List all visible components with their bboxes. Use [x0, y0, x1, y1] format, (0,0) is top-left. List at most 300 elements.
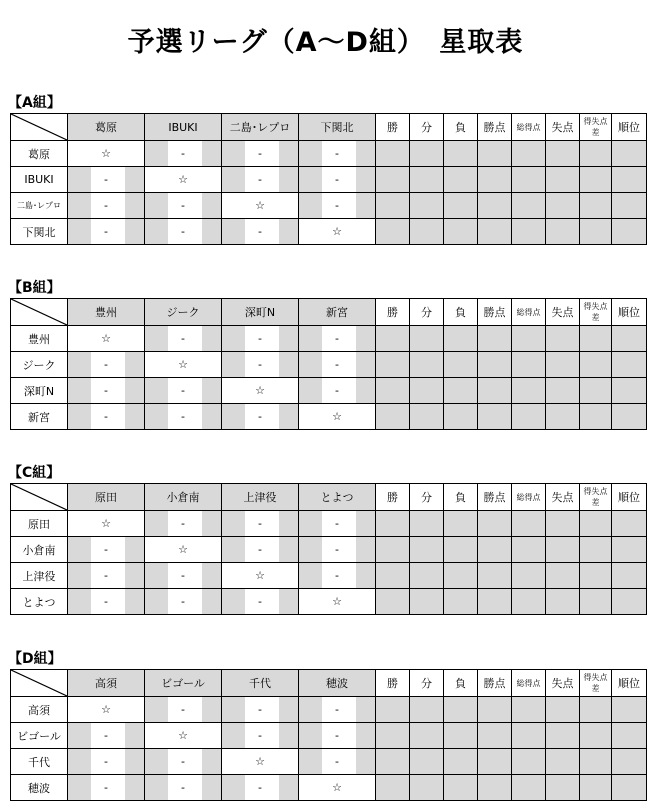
match-score-cell — [222, 511, 299, 537]
stat-cell — [512, 378, 546, 404]
diagonal-corner — [11, 299, 68, 326]
row-team-name: 穂波 — [11, 775, 68, 801]
stat-cell — [512, 193, 546, 219]
stat-header: 得失点差 — [580, 299, 612, 326]
stat-cell — [512, 219, 546, 245]
score-box-home — [68, 589, 91, 614]
score-separator: - — [104, 410, 108, 423]
group-label: 【C組】 — [8, 465, 61, 481]
stat-cell — [546, 775, 580, 801]
stat-cell — [580, 511, 612, 537]
score-box-away — [279, 141, 298, 166]
stat-cell — [612, 141, 647, 167]
stat-cell — [612, 563, 647, 589]
score-box-home — [145, 749, 168, 774]
stat-cell — [376, 193, 410, 219]
match-score-cell — [68, 775, 145, 801]
score-box-away — [125, 563, 144, 588]
score-separator: - — [258, 147, 262, 160]
score-box-away — [356, 537, 375, 562]
score-box-away — [125, 589, 144, 614]
stat-cell — [410, 167, 444, 193]
self-match-star: ☆ — [145, 723, 222, 749]
stat-cell — [410, 537, 444, 563]
stat-cell — [410, 511, 444, 537]
score-separator: - — [181, 199, 185, 212]
stat-cell — [612, 352, 647, 378]
score-separator: - — [335, 755, 339, 768]
score-box-away — [125, 404, 144, 429]
score-box-home — [299, 378, 322, 403]
stat-cell — [512, 537, 546, 563]
score-separator: - — [181, 755, 185, 768]
stat-cell — [546, 563, 580, 589]
stat-header: 失点 — [546, 670, 580, 697]
stat-cell — [546, 749, 580, 775]
stat-cell — [580, 219, 612, 245]
table-row — [11, 511, 647, 537]
score-separator: - — [258, 595, 262, 608]
group-label: 【D組】 — [8, 651, 62, 667]
score-box-home — [299, 563, 322, 588]
score-box-away — [202, 219, 221, 244]
score-separator: - — [335, 729, 339, 742]
self-match-star: ☆ — [68, 141, 145, 167]
column-team-header: 千代 — [222, 670, 299, 697]
self-match-star: ☆ — [68, 697, 145, 723]
stat-cell — [478, 378, 512, 404]
score-box-away — [279, 404, 298, 429]
score-box-away — [202, 589, 221, 614]
column-team-header: ビゴール — [145, 670, 222, 697]
stat-header: 負 — [444, 670, 478, 697]
stat-cell — [512, 167, 546, 193]
stat-header: 総得点 — [512, 299, 546, 326]
score-separator: - — [258, 729, 262, 742]
score-separator: - — [335, 358, 339, 371]
stat-cell — [612, 193, 647, 219]
stat-cell — [478, 511, 512, 537]
stat-cell — [410, 378, 444, 404]
stat-header: 勝 — [376, 299, 410, 326]
stat-cell — [612, 511, 647, 537]
match-score-cell — [299, 749, 376, 775]
stat-cell — [478, 404, 512, 430]
match-score-cell — [222, 723, 299, 749]
self-match-star: ☆ — [145, 167, 222, 193]
score-box-home — [222, 352, 245, 377]
score-separator: - — [335, 332, 339, 345]
score-box-away — [125, 352, 144, 377]
match-score-cell — [145, 219, 222, 245]
score-separator: - — [181, 517, 185, 530]
score-box-home — [222, 511, 245, 536]
column-team-header: 葛原 — [68, 114, 145, 141]
score-box-away — [356, 352, 375, 377]
stat-header: 勝点 — [478, 484, 512, 511]
stat-cell — [478, 219, 512, 245]
score-box-home — [145, 193, 168, 218]
table-row — [11, 589, 647, 615]
row-team-name: 葛原 — [11, 141, 68, 167]
match-score-cell — [145, 589, 222, 615]
match-score-cell — [68, 378, 145, 404]
score-separator: - — [104, 384, 108, 397]
stat-cell — [580, 537, 612, 563]
stat-cell — [580, 193, 612, 219]
stat-cell — [512, 697, 546, 723]
score-box-home — [68, 378, 91, 403]
stat-header: 負 — [444, 114, 478, 141]
match-score-cell — [68, 723, 145, 749]
match-score-cell — [299, 326, 376, 352]
row-team-name: 上津役 — [11, 563, 68, 589]
stat-header: 順位 — [612, 484, 647, 511]
score-separator: - — [335, 384, 339, 397]
column-team-header: 原田 — [68, 484, 145, 511]
score-box-away — [125, 723, 144, 748]
stat-header: 失点 — [546, 114, 580, 141]
stat-cell — [410, 193, 444, 219]
score-box-home — [299, 193, 322, 218]
header-row — [11, 114, 647, 141]
stat-header: 勝 — [376, 484, 410, 511]
self-match-star: ☆ — [145, 537, 222, 563]
score-box-away — [356, 141, 375, 166]
stat-cell — [546, 589, 580, 615]
score-box-home — [68, 167, 91, 192]
score-separator: - — [104, 225, 108, 238]
score-separator: - — [335, 199, 339, 212]
stat-cell — [512, 775, 546, 801]
stat-cell — [444, 404, 478, 430]
score-box-away — [202, 404, 221, 429]
stat-cell — [376, 167, 410, 193]
stat-header: 勝点 — [478, 670, 512, 697]
match-score-cell — [145, 775, 222, 801]
stat-header: 総得点 — [512, 114, 546, 141]
match-score-cell — [68, 563, 145, 589]
stat-header: 失点 — [546, 299, 580, 326]
score-box-home — [222, 404, 245, 429]
match-score-cell — [68, 404, 145, 430]
score-separator: - — [335, 517, 339, 530]
group-label: 【B組】 — [8, 280, 61, 296]
match-score-cell — [68, 219, 145, 245]
stat-cell — [410, 589, 444, 615]
stat-cell — [444, 167, 478, 193]
stat-cell — [376, 141, 410, 167]
stat-cell — [478, 193, 512, 219]
stat-cell — [546, 537, 580, 563]
match-score-cell — [222, 537, 299, 563]
match-score-cell — [222, 352, 299, 378]
score-box-away — [279, 511, 298, 536]
score-separator: - — [181, 703, 185, 716]
match-score-cell — [145, 563, 222, 589]
score-box-home — [222, 167, 245, 192]
score-box-away — [356, 326, 375, 351]
column-team-header: 深町N — [222, 299, 299, 326]
score-box-home — [68, 563, 91, 588]
score-box-away — [202, 563, 221, 588]
table-row — [11, 219, 647, 245]
table-row — [11, 141, 647, 167]
stat-cell — [444, 749, 478, 775]
score-separator: - — [181, 569, 185, 582]
stat-cell — [444, 326, 478, 352]
stat-cell — [410, 352, 444, 378]
score-box-home — [222, 723, 245, 748]
table-row — [11, 537, 647, 563]
match-score-cell — [222, 167, 299, 193]
column-team-header: ジーク — [145, 299, 222, 326]
stat-cell — [546, 697, 580, 723]
score-box-away — [279, 352, 298, 377]
stat-cell — [546, 141, 580, 167]
score-box-home — [68, 404, 91, 429]
stat-cell — [376, 352, 410, 378]
score-box-home — [299, 537, 322, 562]
group-label: 【A組】 — [8, 95, 61, 111]
match-score-cell — [145, 193, 222, 219]
match-score-cell — [299, 167, 376, 193]
stat-cell — [546, 167, 580, 193]
stat-cell — [512, 749, 546, 775]
stat-header: 勝点 — [478, 114, 512, 141]
row-team-name: 原田 — [11, 511, 68, 537]
self-match-star: ☆ — [299, 589, 376, 615]
stat-cell — [444, 589, 478, 615]
stat-cell — [444, 193, 478, 219]
stat-cell — [444, 352, 478, 378]
stat-cell — [580, 563, 612, 589]
stat-cell — [612, 537, 647, 563]
stat-cell — [546, 511, 580, 537]
match-score-cell — [299, 537, 376, 563]
score-separator: - — [181, 410, 185, 423]
score-separator: - — [258, 517, 262, 530]
table-row — [11, 404, 647, 430]
stat-header: 順位 — [612, 670, 647, 697]
match-score-cell — [145, 141, 222, 167]
match-score-cell — [299, 723, 376, 749]
stat-cell — [512, 352, 546, 378]
stat-cell — [512, 563, 546, 589]
page-title: 予選リーグ（A～D組） 星取表 — [127, 27, 524, 58]
score-box-away — [279, 219, 298, 244]
stat-header: 勝 — [376, 114, 410, 141]
match-score-cell — [222, 219, 299, 245]
header-row — [11, 299, 647, 326]
score-box-home — [222, 141, 245, 166]
self-match-star: ☆ — [222, 749, 299, 775]
score-box-away — [125, 167, 144, 192]
row-team-name: とよつ — [11, 589, 68, 615]
stat-cell — [410, 219, 444, 245]
match-score-cell — [68, 352, 145, 378]
table-row — [11, 193, 647, 219]
table-row — [11, 326, 647, 352]
stat-header: 勝 — [376, 670, 410, 697]
score-box-home — [145, 219, 168, 244]
self-match-star: ☆ — [68, 326, 145, 352]
stat-cell — [478, 589, 512, 615]
score-separator: - — [104, 543, 108, 556]
column-team-header: 下関北 — [299, 114, 376, 141]
stat-cell — [478, 141, 512, 167]
row-team-name: 豊州 — [11, 326, 68, 352]
diagonal-corner — [11, 484, 68, 511]
header-row — [11, 484, 647, 511]
stat-header: 総得点 — [512, 670, 546, 697]
stat-cell — [376, 326, 410, 352]
score-box-away — [356, 167, 375, 192]
stat-cell — [376, 723, 410, 749]
column-team-header: 穂波 — [299, 670, 376, 697]
score-separator: - — [104, 173, 108, 186]
stat-cell — [612, 378, 647, 404]
diagonal-corner — [11, 670, 68, 697]
table-row — [11, 749, 647, 775]
table-row — [11, 775, 647, 801]
score-separator: - — [104, 569, 108, 582]
score-box-home — [68, 352, 91, 377]
stat-cell — [444, 141, 478, 167]
score-separator: - — [258, 543, 262, 556]
stat-cell — [612, 775, 647, 801]
row-team-name: ビゴール — [11, 723, 68, 749]
stat-header: 負 — [444, 299, 478, 326]
stat-cell — [444, 697, 478, 723]
column-team-header: 二島･レプロ — [222, 114, 299, 141]
score-separator: - — [104, 358, 108, 371]
stat-cell — [410, 775, 444, 801]
match-score-cell — [299, 563, 376, 589]
row-team-name: IBUKI — [11, 167, 68, 193]
table-row — [11, 723, 647, 749]
column-team-header: 豊州 — [68, 299, 145, 326]
score-box-away — [202, 378, 221, 403]
score-box-away — [356, 563, 375, 588]
stat-cell — [376, 589, 410, 615]
score-box-home — [68, 537, 91, 562]
row-team-name: 二島･レプロ — [11, 193, 68, 219]
stat-header: 総得点 — [512, 484, 546, 511]
stat-header: 負 — [444, 484, 478, 511]
column-team-header: 小倉南 — [145, 484, 222, 511]
score-box-home — [68, 723, 91, 748]
self-match-star: ☆ — [299, 775, 376, 801]
score-separator: - — [181, 147, 185, 160]
match-score-cell — [299, 697, 376, 723]
standings-table — [10, 298, 647, 430]
score-separator: - — [258, 225, 262, 238]
stat-cell — [376, 378, 410, 404]
stat-cell — [612, 167, 647, 193]
score-box-away — [202, 697, 221, 722]
stat-cell — [478, 749, 512, 775]
score-separator: - — [258, 332, 262, 345]
score-separator: - — [258, 358, 262, 371]
score-separator: - — [181, 781, 185, 794]
stat-cell — [376, 563, 410, 589]
score-separator: - — [258, 703, 262, 716]
stat-cell — [376, 697, 410, 723]
score-box-home — [145, 511, 168, 536]
stat-cell — [376, 775, 410, 801]
stat-header: 勝点 — [478, 299, 512, 326]
score-box-home — [299, 352, 322, 377]
score-box-home — [222, 326, 245, 351]
score-box-away — [279, 326, 298, 351]
stat-cell — [444, 537, 478, 563]
match-score-cell — [145, 378, 222, 404]
stat-cell — [612, 749, 647, 775]
standings-table — [10, 669, 647, 801]
stat-cell — [512, 723, 546, 749]
score-separator: - — [181, 332, 185, 345]
table-row — [11, 563, 647, 589]
score-box-away — [279, 697, 298, 722]
stat-cell — [546, 378, 580, 404]
score-separator: - — [181, 595, 185, 608]
diagonal-corner — [11, 114, 68, 141]
stat-cell — [410, 326, 444, 352]
score-separator: - — [104, 781, 108, 794]
self-match-star: ☆ — [222, 193, 299, 219]
stat-cell — [410, 141, 444, 167]
table-row — [11, 167, 647, 193]
score-box-away — [202, 193, 221, 218]
stat-cell — [478, 723, 512, 749]
stat-cell — [478, 326, 512, 352]
stat-cell — [546, 723, 580, 749]
stat-cell — [580, 352, 612, 378]
score-separator: - — [335, 147, 339, 160]
score-box-home — [145, 326, 168, 351]
stat-cell — [580, 404, 612, 430]
stat-cell — [478, 167, 512, 193]
score-box-away — [279, 589, 298, 614]
match-score-cell — [299, 378, 376, 404]
stat-cell — [512, 141, 546, 167]
stat-cell — [478, 697, 512, 723]
score-box-home — [145, 697, 168, 722]
score-separator: - — [104, 729, 108, 742]
score-separator: - — [335, 543, 339, 556]
stat-cell — [444, 723, 478, 749]
header-row — [11, 670, 647, 697]
stat-cell — [546, 404, 580, 430]
stat-cell — [444, 378, 478, 404]
column-team-header: とよつ — [299, 484, 376, 511]
score-separator: - — [258, 173, 262, 186]
stat-cell — [376, 537, 410, 563]
self-match-star: ☆ — [222, 378, 299, 404]
self-match-star: ☆ — [299, 219, 376, 245]
stat-cell — [478, 537, 512, 563]
stat-cell — [612, 326, 647, 352]
stat-header: 順位 — [612, 114, 647, 141]
match-score-cell — [145, 697, 222, 723]
row-team-name: 下関北 — [11, 219, 68, 245]
score-separator: - — [335, 173, 339, 186]
stat-cell — [376, 219, 410, 245]
row-team-name: 小倉南 — [11, 537, 68, 563]
score-box-home — [222, 589, 245, 614]
row-team-name: 高須 — [11, 697, 68, 723]
